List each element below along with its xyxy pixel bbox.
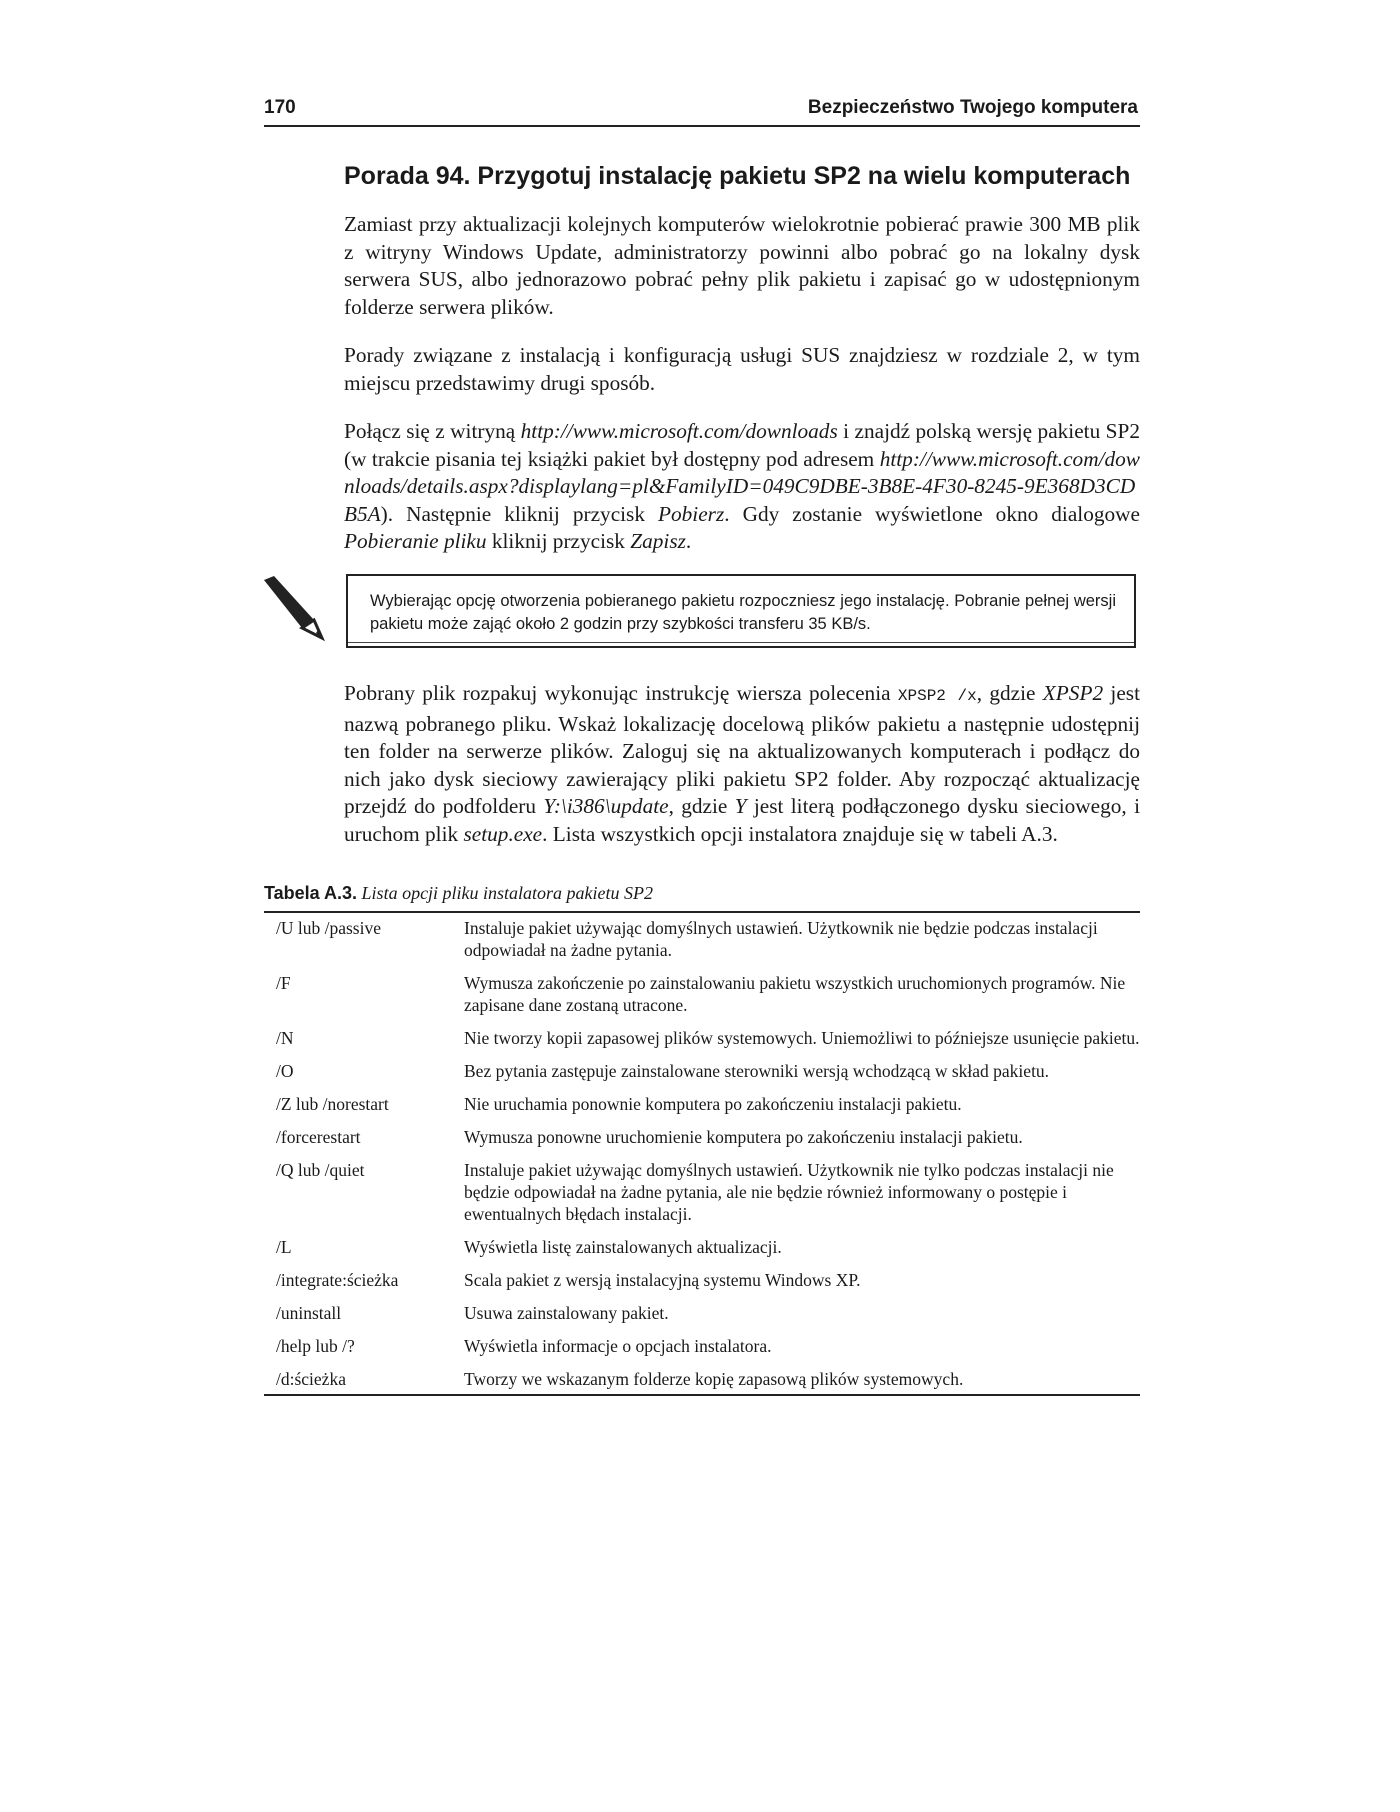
option-description: Nie uruchamia ponownie komputera po zakończeniu instalacji pakietu. [464,1094,962,1114]
paragraph-2: Porady związane z instalacją i konfiguracją usługi SUS znajdziesz w rozdziale 2, w tym miejscu przedstawimy drugi sposób. [344,343,1140,395]
paragraph-3 [344,418,1140,556]
option-description: Wyświetla informacje o opcjach instalatora. [464,1336,772,1356]
text-run: . Lista wszystkich opcji instalatora znajduje się w tabeli A.3. [542,821,1058,846]
option-description: Usuwa zainstalowany pakiet. [464,1303,669,1323]
text-run: Pobrany plik rozpakuj wykonując instrukcję wiersza polecenia [344,681,898,705]
option-name: /help lub /? [276,1336,355,1356]
table-row [264,1368,1140,1390]
text-run: ). Następnie kliknij przycisk [380,501,658,526]
exe-name: setup.exe [463,821,543,846]
text-run: jest literą podłączonego dysku sieciowego, i uruchom plik [344,794,1140,846]
paragraph-4 [344,680,1140,848]
option-description: Nie tworzy kopii zapasowej plików systemowych. Uniemożliwi to późniejsze usunięcie pakietu. [464,1028,1140,1048]
button-name-pobierz: Pobierz [658,501,725,526]
section-title: Porada 94. Przygotuj instalację pakietu SP2 na wielu komputerach [344,162,1131,190]
url-downloads: http://www.microsoft.com/downloads [520,419,838,443]
option-name: /forcerestart [276,1127,361,1147]
table-row [264,1302,1140,1324]
option-name: /uninstall [276,1303,342,1323]
table-caption-text: Lista opcji pliku instalatora pakietu SP2 [361,883,654,903]
pencil-icon [262,576,332,642]
option-description: Instaluje pakiet używając domyślnych ustawień. Użytkownik nie będzie podczas instalacji odpowiadał na żadne pytania. [464,918,1098,960]
option-name: /Z lub /norestart [276,1094,389,1114]
table-row [264,1060,1140,1082]
text-run: i znajdź polską wersję pakietu SP2 (w trakcie pisania tej książki pakiet był dostępny pod adresem [344,419,1140,471]
text-run: Połącz się z witryną [344,419,521,443]
table-row [264,1236,1140,1258]
option-description: Wyświetla listę zainstalowanych aktualizacji. [464,1237,782,1257]
table-row [264,1159,1140,1225]
option-description: Instaluje pakiet używając domyślnych ustawień. Użytkownik nie tylko podczas instalacji nie będzie odpowiadał na żadne pytania, ale nie będzie również informowany o postępie i ewentualnych błędach instalacji. [464,1160,1114,1224]
option-name: /integrate:ścieżka [276,1270,399,1290]
option-name: /d:ścieżka [276,1369,346,1389]
drive-letter: Y [734,794,747,818]
text-run: , gdzie [976,681,1043,705]
page-number: 170 [264,97,296,118]
option-name: /N [276,1028,294,1048]
folder-path: Y:\i386\update [543,794,669,818]
options-table [264,911,1140,1396]
text-run: jest nazwą pobranego pliku. Wskaż lokalizację docelową plików pakietu a następnie udostępnij ten folder na serwerze plików. Zaloguj się na aktualizowanych komputerach i podłącz do nich jako dysk sieciowy zawierający pliki pakietu SP2 folder. Aby rozpocząć aktualizację przejdź do podfolderu [344,681,1140,818]
running-title: Bezpieczeństwo Twojego komputera [807,97,1138,118]
command: XPSP2 /x [897,687,977,705]
text-run: . [685,529,692,553]
table-caption [264,883,653,904]
table-row [264,1335,1140,1357]
option-name: /O [276,1061,294,1081]
option-name: /F [276,973,291,993]
option-description: Wymusza zakończenie po zainstalowaniu pakietu wszystkich uruchomionych programów. Nie zapisane dane zostaną utracone. [464,973,1126,1015]
text-run: , gdzie [668,794,735,818]
table-row [264,1027,1140,1049]
dialog-name: Pobieranie pliku [344,529,487,553]
table-row [264,972,1140,1016]
table-caption-label: Tabela A.3. [264,883,358,903]
text-run: kliknij przycisk [486,529,631,553]
option-name: /L [276,1237,292,1257]
table-row [264,917,1140,961]
table-row [264,1269,1140,1291]
option-description: Scala pakiet z wersją instalacyjną systemu Windows XP. [464,1270,861,1290]
page-header [264,95,1140,127]
button-name-zapisz: Zapisz [630,529,686,553]
note-box [346,574,1136,648]
option-description: Bez pytania zastępuje zainstalowane sterowniki wersją wchodzącą w skład pakietu. [464,1061,1050,1081]
option-name: /U lub /passive [276,918,381,938]
option-description: Wymusza ponowne uruchomienie komputera po zakończeniu instalacji pakietu. [464,1127,1023,1147]
option-name: /Q lub /quiet [276,1160,365,1180]
text-run: . Gdy zostanie wyświetlone okno dialogowe [724,501,1140,526]
option-description: Tworzy we wskazanym folderze kopię zapasową plików systemowych. [464,1369,964,1389]
url-details: http://www.microsoft.com/downloads/details.aspx?displaylang=pl&FamilyID=049C9DBE-3B8E-4F30-8245-9E368D3CDB5A [344,446,1140,526]
table-row [264,1093,1140,1115]
note-text: Wybierając opcję otworzenia pobieranego pakietu rozpoczniesz jego instalację. Pobranie pełnej wersji pakietu może zająć około 2 godzin przy szybkości transferu 35 KB/s. [370,592,1116,633]
table-row [264,1126,1140,1148]
file-name: XPSP2 [1042,681,1104,705]
paragraph-1: Zamiast przy aktualizacji kolejnych komputerów wielokrotnie pobierać prawie 300 MB plik z witryny Windows Update, administratorzy powinni albo pobrać go na lokalny dysk serwera SUS, albo jednorazowo pobrać pełny plik pakietu i zapisać go w udostępnionym folderze serwera plików. [344,212,1140,319]
